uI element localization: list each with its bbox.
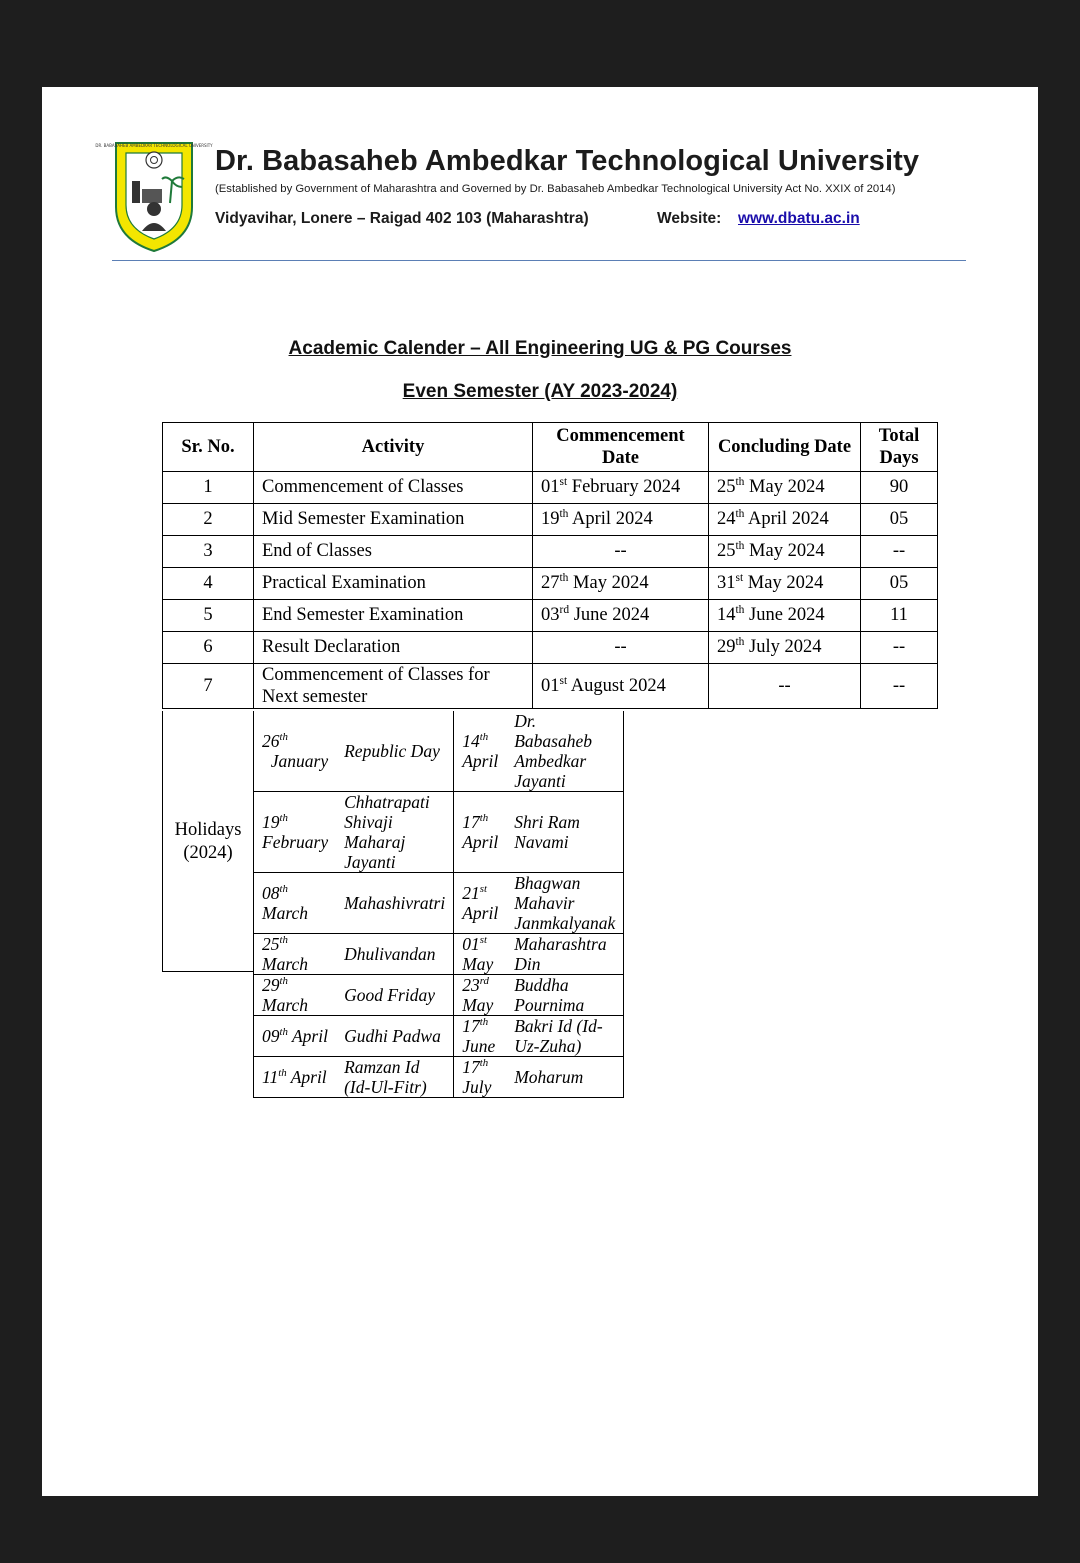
sr-no: 6 xyxy=(163,632,254,664)
holiday-name: Good Friday xyxy=(336,975,454,1016)
holiday-name: Dhulivandan xyxy=(336,934,454,975)
concluding-date: 14th June 2024 xyxy=(709,600,861,632)
holiday-date: 29th March xyxy=(254,975,337,1016)
holiday-date: 19th February xyxy=(254,792,337,873)
total-days: 11 xyxy=(861,600,938,632)
holiday-row xyxy=(254,873,624,934)
holiday-name: Bakri Id (Id-Uz-Zuha) xyxy=(506,1016,624,1057)
table-header-row xyxy=(163,423,938,472)
university-name: Dr. Babasaheb Ambedkar Technological University xyxy=(215,145,920,177)
concluding-date: 24th April 2024 xyxy=(709,504,861,536)
header-divider xyxy=(112,260,966,261)
activity: Commencement of Classes xyxy=(254,472,533,504)
activity: Mid Semester Examination xyxy=(254,504,533,536)
holiday-name: Moharum xyxy=(506,1057,624,1098)
commencement-date: 03rd June 2024 xyxy=(533,600,709,632)
holiday-date: 17th April xyxy=(454,792,506,873)
sr-no: 5 xyxy=(163,600,254,632)
holiday-date: 17th June xyxy=(454,1016,506,1057)
holidays-table xyxy=(253,711,624,1098)
total-days: 05 xyxy=(861,568,938,600)
holiday-date: 23rd May xyxy=(454,975,506,1016)
total-days: -- xyxy=(861,632,938,664)
holiday-row xyxy=(254,934,624,975)
sr-no: 3 xyxy=(163,536,254,568)
commencement-date: 27th May 2024 xyxy=(533,568,709,600)
commencement-date: -- xyxy=(533,536,709,568)
holiday-row xyxy=(254,792,624,873)
concluding-date: 31st May 2024 xyxy=(709,568,861,600)
table-row xyxy=(163,600,938,632)
holiday-date: 11th April xyxy=(254,1057,337,1098)
sr-no: 4 xyxy=(163,568,254,600)
total-days: -- xyxy=(861,664,938,709)
table-row xyxy=(163,664,938,709)
holiday-date: 17th July xyxy=(454,1057,506,1098)
commencement-date: 01st February 2024 xyxy=(533,472,709,504)
table-row xyxy=(163,504,938,536)
holiday-row xyxy=(254,1016,624,1057)
academic-calendar-table xyxy=(162,422,938,709)
holiday-date: 26th January xyxy=(254,711,337,792)
holiday-date: 08th March xyxy=(254,873,337,934)
header-sr-no: Sr. No. xyxy=(163,423,254,472)
university-address: Vidyavihar, Lonere – Raigad 402 103 (Maharashtra) xyxy=(215,210,589,227)
sr-no: 7 xyxy=(163,664,254,709)
holiday-name: Maharashtra Din xyxy=(506,934,624,975)
activity: Result Declaration xyxy=(254,632,533,664)
semester-title: Even Semester (AY 2023-2024) xyxy=(402,381,678,402)
holiday-name: Dr. Babasaheb Ambedkar Jayanti xyxy=(506,711,624,792)
holiday-name: Chhatrapati Shivaji Maharaj Jayanti xyxy=(336,792,454,873)
activity: Commencement of Classes for Next semester xyxy=(254,664,533,709)
holiday-row xyxy=(254,1057,624,1098)
concluding-date: 25th May 2024 xyxy=(709,536,861,568)
document-page xyxy=(42,87,1038,1496)
concluding-date: -- xyxy=(709,664,861,709)
header-concluding-date: Concluding Date xyxy=(709,423,861,472)
holiday-date: 09th April xyxy=(254,1016,337,1057)
header-activity: Activity xyxy=(254,423,533,472)
sr-no: 1 xyxy=(163,472,254,504)
calendar-title: Academic Calender – All Engineering UG & PG Courses xyxy=(288,338,792,359)
holiday-name: Gudhi Padwa xyxy=(336,1016,454,1057)
commencement-date: -- xyxy=(533,632,709,664)
holiday-name: Republic Day xyxy=(336,711,454,792)
holiday-date: 25th March xyxy=(254,934,337,975)
header-total-days: Total Days xyxy=(861,423,938,472)
website-label: Website: xyxy=(657,210,722,227)
total-days: 90 xyxy=(861,472,938,504)
holiday-name: Ramzan Id (Id-Ul-Fitr) xyxy=(336,1057,454,1098)
concluding-date: 29th July 2024 xyxy=(709,632,861,664)
established-note: (Established by Government of Maharashtra and Governed by Dr. Babasaheb Ambedkar Technological University Act No. XXIX of 2014) xyxy=(215,183,896,195)
website-link[interactable]: www.dbatu.ac.in xyxy=(738,210,860,227)
holiday-name: Buddha Pournima xyxy=(506,975,624,1016)
activity: Practical Examination xyxy=(254,568,533,600)
table-row xyxy=(163,568,938,600)
activity: End Semester Examination xyxy=(254,600,533,632)
header-commencement-date: Commencement Date xyxy=(533,423,709,472)
holiday-name: Shri Ram Navami xyxy=(506,792,624,873)
university-logo xyxy=(95,135,213,253)
total-days: 05 xyxy=(861,504,938,536)
holiday-date: 14th April xyxy=(454,711,506,792)
table-row xyxy=(163,472,938,504)
total-days: -- xyxy=(861,536,938,568)
sr-no: 2 xyxy=(163,504,254,536)
commencement-date: 19th April 2024 xyxy=(533,504,709,536)
holiday-name: Mahashivratri xyxy=(336,873,454,934)
table-row xyxy=(163,632,938,664)
commencement-date: 01st August 2024 xyxy=(533,664,709,709)
holiday-row xyxy=(254,711,624,792)
holiday-date: 01st May xyxy=(454,934,506,975)
holiday-row xyxy=(254,975,624,1016)
svg-text:DR. BABASAHEB AMBEDKAR TECHNOL: DR. BABASAHEB AMBEDKAR TECHNOLOGICAL UNIVERSITY xyxy=(95,143,213,148)
concluding-date: 25th May 2024 xyxy=(709,472,861,504)
holiday-name: Bhagwan Mahavir Janmkalyanak xyxy=(506,873,624,934)
holiday-date: 21st April xyxy=(454,873,506,934)
table-row xyxy=(163,536,938,568)
holidays-label: Holidays (2024) xyxy=(162,711,253,972)
activity: End of Classes xyxy=(254,536,533,568)
